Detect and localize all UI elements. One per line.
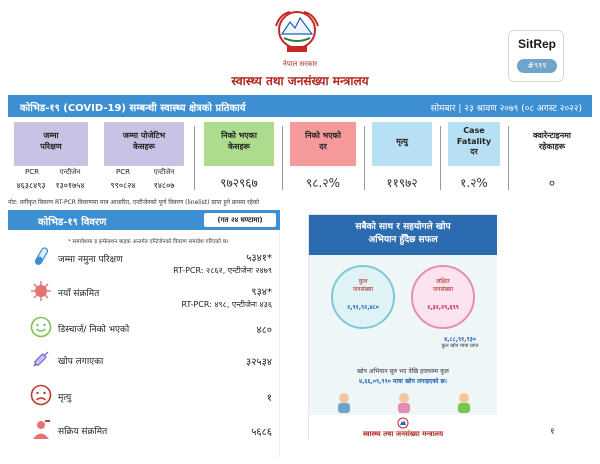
period-label: (गत २४ घण्टामा) bbox=[204, 213, 276, 227]
recovery-rate-label: निको भएको दर bbox=[305, 131, 341, 151]
row-sub-tests: RT-PCR: २८६२, एन्टीजेनः २४७९ bbox=[173, 266, 272, 275]
positive-pcr-label: PCR bbox=[116, 168, 130, 176]
poster-footer bbox=[309, 415, 497, 441]
tests-pcr-label: PCR bbox=[25, 168, 39, 176]
banner-title: कोभिड-१९ (COVID-19) सम्बन्धी स्वास्थ्य क्षेत्रको प्रतिकार्य bbox=[20, 103, 246, 114]
divider bbox=[194, 126, 195, 190]
divider bbox=[364, 126, 365, 190]
poster-title: सबैको साथ र सहयोगले खोप अभियान हुँदैछ सफल bbox=[355, 222, 451, 245]
target-population-label: लक्षित जनसंख्या bbox=[432, 278, 454, 293]
poster-body bbox=[309, 255, 497, 415]
poster-footer-text: स्वास्थ्य तथा जनसंख्या मन्त्रालय bbox=[362, 430, 444, 438]
covid-details-panel bbox=[8, 210, 280, 458]
target-population-value: २,३२,२९,६९९ bbox=[427, 304, 459, 311]
panel-note: * समावेशमा ह इन्फेक्शन बाहक अन्तर्गत एन्टिजेनको विवरण समावेश गरिएको छ। bbox=[68, 239, 229, 245]
test-tube-icon bbox=[30, 246, 52, 268]
row-label-new-cases: नयाँ संक्रमित bbox=[58, 289, 100, 299]
row-value-tests: ५३४१* bbox=[246, 253, 272, 264]
doses-received-value: ४,८८,९१,९३० bbox=[444, 336, 476, 343]
sitrep-title: SitRep bbox=[517, 37, 556, 51]
quarantine-label: क्वारेन्टाइनमा रहेकाहरू bbox=[533, 131, 571, 151]
people-illustration-icon bbox=[329, 391, 479, 413]
footnote: नोट: वर्गीकृत विवरण RT-PCR विवरणमा मात्र आधारित, एन्टीजेनको पूर्ण विवरण (linelist) प्राप्त हुने क्रममा रहेको bbox=[8, 199, 259, 206]
campaign-value: ४,६६,०९,९९० मात्रा खोप लगाइएको छ। bbox=[359, 378, 447, 385]
stats-row bbox=[8, 118, 592, 194]
recovered-value: ९७२९६७ bbox=[220, 176, 258, 190]
cfr-value: १.२% bbox=[460, 176, 488, 190]
positive-label: जम्मा पोजेटिभ केसहरू bbox=[122, 131, 166, 151]
panel-title: कोभिड-१९ विवरण bbox=[38, 217, 107, 228]
divider bbox=[440, 126, 441, 190]
tests-antigen-label: एन्टीजेन bbox=[59, 168, 81, 176]
recovery-rate-value: ९८.२% bbox=[306, 176, 340, 190]
total-population-circle bbox=[331, 265, 395, 329]
emblem-small-icon bbox=[397, 417, 409, 429]
row-value-vaccinated: ३२५३४ bbox=[246, 357, 272, 368]
row-label-active: सक्रिय संक्रमित bbox=[58, 427, 108, 437]
positive-pcr-value: ९९०८२४ bbox=[110, 181, 136, 190]
row-value-deaths: १ bbox=[266, 393, 272, 404]
sad-face-icon bbox=[30, 384, 52, 406]
doses-received-label: कुल खोप मात्रा प्राप्त bbox=[441, 343, 479, 349]
recovered-label: निको भएका केसहरू bbox=[221, 131, 257, 151]
ministry-title: स्वास्थ्य तथा जनसंख्या मन्त्रालय bbox=[231, 74, 369, 88]
campaign-text: खोप अभियान सुरु भए देखि हालसम्म कुल bbox=[357, 368, 449, 375]
syringe-icon bbox=[30, 348, 52, 370]
row-label-recovered: डिस्चार्ज/ निको भएको bbox=[58, 325, 130, 335]
virus-icon bbox=[30, 280, 52, 302]
divider bbox=[508, 126, 509, 190]
page-number: १ bbox=[550, 427, 555, 437]
title-banner bbox=[8, 95, 592, 117]
tests-label: जम्मा परिक्षण bbox=[40, 131, 62, 151]
tests-antigen-value: १३०१७५४ bbox=[55, 181, 85, 190]
row-value-active: ५६८६ bbox=[251, 427, 272, 438]
positive-antigen-label: एन्टीजेन bbox=[153, 168, 175, 176]
total-population-label: कुल जनसंख्या bbox=[352, 278, 374, 293]
row-label-vaccinated: खोप लगाएका bbox=[58, 357, 104, 367]
row-sub-new-cases: RT-PCR: ४९८, एन्टीजेनः ४३६ bbox=[181, 300, 272, 309]
deaths-value: ११९७२ bbox=[386, 176, 418, 190]
row-label-tests: जम्मा नमुना परिक्षण bbox=[58, 255, 123, 265]
cfr-label: Case Fatality दर bbox=[456, 125, 492, 157]
row-label-deaths: मृत्यु bbox=[58, 393, 72, 403]
target-population-circle bbox=[411, 265, 475, 329]
sitrep-badge bbox=[508, 30, 564, 82]
panel-header bbox=[8, 210, 280, 230]
deaths-label: मृत्यु bbox=[396, 136, 408, 146]
poster-header bbox=[309, 215, 497, 255]
row-value-new-cases: ९३४* bbox=[251, 287, 272, 298]
vaccination-poster bbox=[308, 214, 496, 440]
smiley-icon bbox=[30, 316, 52, 338]
government-label: नेपाल सरकार bbox=[282, 60, 318, 68]
patient-icon bbox=[30, 418, 52, 440]
quarantine-value: ० bbox=[548, 176, 556, 190]
nepal-emblem-icon bbox=[270, 8, 324, 58]
sitrep-number: #९११ bbox=[517, 59, 557, 73]
divider bbox=[282, 126, 283, 190]
tests-pcr-value: ४६३८४९३ bbox=[16, 181, 46, 190]
report-date: सोमबार | २३ श्रावण २०७९ (०८ अगस्ट २०२२) bbox=[430, 104, 582, 114]
positive-antigen-value: १४८०७ bbox=[153, 181, 175, 190]
row-value-recovered: ४८० bbox=[256, 325, 272, 336]
total-population-value: २,९१,९२,४८० bbox=[347, 304, 379, 311]
